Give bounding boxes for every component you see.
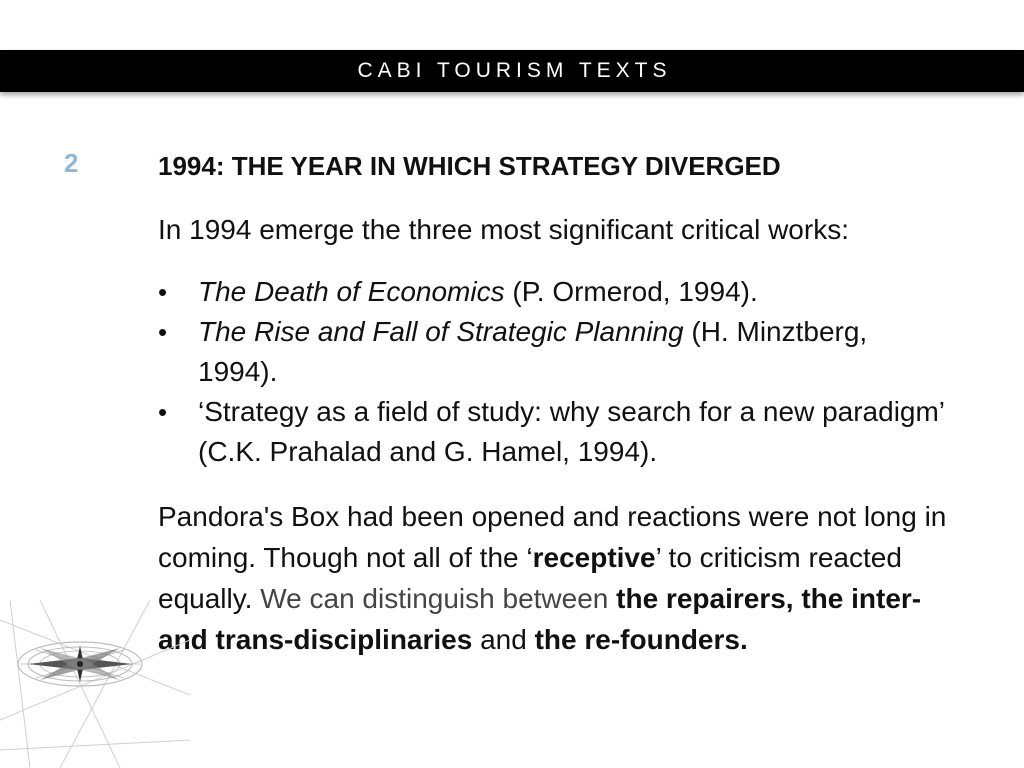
compass-rose-icon — [0, 600, 190, 768]
works-list — [158, 272, 948, 472]
work-citation: ‘Strategy as a field of study: why search for a new paradigm’ (C.K. Prahalad and G. Hamel, 1994). — [198, 396, 944, 467]
intro-text: In 1994 emerge the three most significant critical works: — [158, 214, 849, 245]
bullet-icon: • — [158, 277, 168, 307]
bullet-icon: • — [158, 397, 168, 427]
conclusion-paragraph — [158, 496, 948, 660]
para-text-1: Pandora's Box had been opened and reactions were not long in coming. Though not all of the ‘ — [158, 501, 947, 573]
list-item — [158, 312, 948, 392]
list-item — [158, 392, 948, 472]
para-text-3: We can distinguish between — [260, 583, 617, 614]
banner-title: CABI TOURISM TEXTS — [357, 59, 672, 82]
slide-number: 2 — [64, 148, 79, 178]
work-citation: (H. Minztberg, 1994). — [198, 316, 868, 387]
slide-content — [158, 148, 948, 660]
bullet-icon: • — [158, 317, 168, 347]
work-title: The Rise and Fall of Strategic Planning — [198, 316, 684, 347]
para-bold-receptive: receptive — [532, 542, 656, 573]
para-text-4: and — [472, 624, 535, 655]
work-title: The Death of Economics — [198, 276, 505, 307]
work-citation: (P. Ormerod, 1994). — [504, 276, 758, 307]
list-item — [158, 272, 948, 312]
para-text-2: ’ to criticism reacted equally. — [158, 542, 902, 614]
para-bold-refounders: the re-founders. — [534, 624, 748, 655]
header-banner — [0, 50, 1024, 92]
para-bold-repairers: the repairers, the inter- and trans-disciplinaries — [158, 583, 922, 655]
slide-title: 1994: THE YEAR IN WHICH STRATEGY DIVERGED — [158, 151, 781, 181]
